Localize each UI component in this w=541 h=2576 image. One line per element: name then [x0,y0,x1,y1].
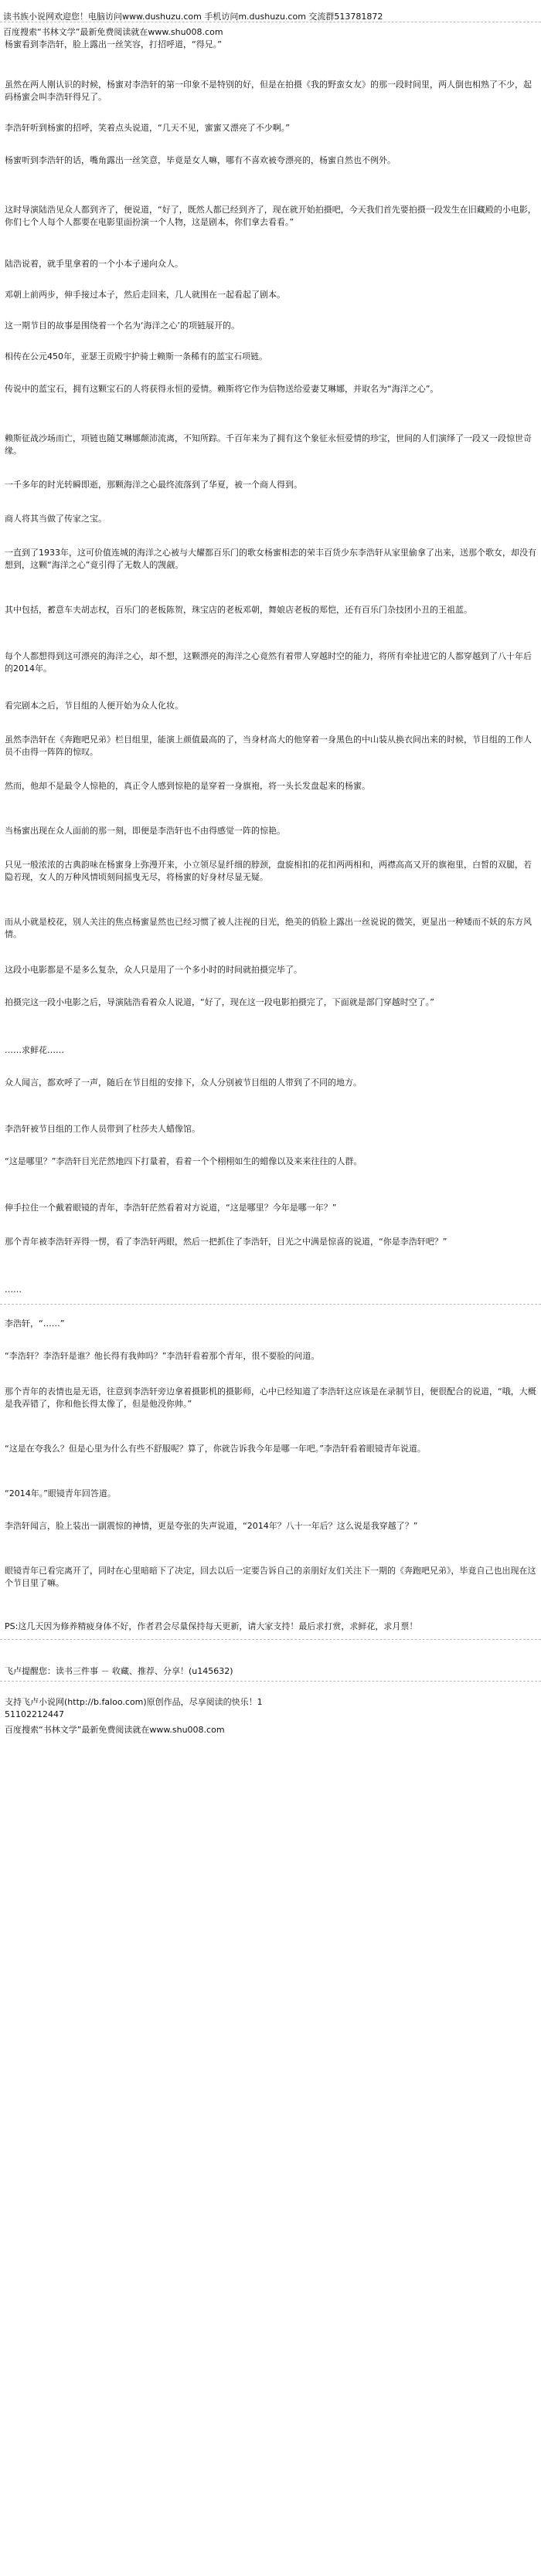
text-line: 一千多年的时光转瞬即逝，那颗海洋之心最终流落到了华夏，被一个商人得到。 [5,480,302,490]
text-line: ……求鲜花…… [5,1045,64,1055]
search-hint: 百度搜索“书林文学”最新免费阅读就在www.shu008.com [3,27,223,37]
text-line: 李浩轩听到杨蜜的招呼，笑着点头说道，“几天不见，蜜蜜又漂亮了不少啊。” [5,123,290,133]
text-line: 邓朝上前两步，伸手接过本子，然后走回来，几人就围在一起看起了剧本。 [5,290,285,300]
separator-line [0,1304,541,1305]
text-line: 眼镜青年已看完离开了，同时在心里暗暗下了决定，回去以后一定要告诉自己的亲朋好友们关注下一期的《奔跑吧兄弟》，毕竟自己也出现在这个节目里了嘛。 [5,1566,536,1588]
text-line: 飞卢提醒您：读书三件事 － 收藏、推荐、分享！(u145632) [5,1666,233,1676]
text-line: 李浩轩闻言，脸上装出一副震惊的神情，更是夸张的失声说道，“2014年？八十一年后？这么说是我穿越了？” [5,1521,418,1531]
text-line: …… [5,1285,22,1295]
text-line: 传说中的蓝宝石，拥有这颗宝石的人将获得永恒的爱情。赖斯将它作为信物送给爱妻艾琳娜，并取名为“海洋之心”。 [5,384,439,394]
site-banner: 读书族小说网欢迎您！电脑访问www.dushuzu.com 手机访问m.dushuzu.com 交流群513781872 [3,12,383,22]
separator-line [0,1639,541,1640]
text-line: 李浩轩，“……” [5,1319,65,1329]
text-line: 支持飞卢小说网(http://b.faloo.com)原创作品，尽享阅读的快乐！1 [5,1697,263,1707]
text-line: 一直到了1933年，这可价值连城的海洋之心被与大耀都百乐门的歌女杨蜜相恋的荣丰百货少东李浩轩从家里偷拿了出来，送那个歌女，却没有想到，这颗“海洋之心”竟引得了无数人的觊觎。 [5,548,536,570]
text-line: 看完剧本之后，节目组的人便开始为众人化妆。 [5,701,183,711]
text-line: 伸手拉住一个戴着眼镜的青年，李浩轩茫然看着对方说道，“这是哪里？今年是哪一年？” [5,1203,337,1213]
text-line: 那个青年被李浩轩弄得一愣，看了李浩轩两眼，然后一把抓住了李浩轩，目光之中满是惊喜的说道，“你是李浩轩吧？” [5,1237,447,1247]
text-line: 相传在公元450年，亚瑟王贡殿宇护骑士赖斯一条稀有的蓝宝石项链。 [5,351,267,361]
text-line: 然而，他却不是最令人惊艳的，真正令人感到惊艳的是穿着一身旗袍，将一头长发盘起来的杨蜜。 [5,781,370,791]
text-line: 这段小电影都是不是多么复杂，众人只是用了一个多小时的时间就拍摄完毕了。 [5,965,302,975]
text-line: 这时导演陆浩见众人都到齐了，便说道，“好了，既然人都已经到齐了，现在就开始拍摄吧，今天我们首先要拍摄一段发生在旧藏殿的小电影，你们七个人每个人都要在电影里面扮演一个人物，这是剧本，你们拿去看看。” [5,205,536,227]
text-line: 其中包括，蓄意车夫胡志权，百乐门的老板陈贺，珠宝店的老板邓朝，舞娘店老板的郑恺，还有百乐门杂技团小丑的王祖蓝。 [5,605,472,615]
text-line: 陆浩说着，就手里拿着的一个小本子递向众人。 [5,259,183,269]
text-line: 当杨蜜出现在众人面前的那一刻，即便是李浩轩也不由得感觉一阵的惊艳。 [5,826,285,836]
text-line: “这是哪里？”李浩轩目光茫然地四下打量着，看着一个个栩栩如生的蜡像以及来来往往的人群。 [5,1156,362,1166]
text-line: 虽然李浩轩在《奔跑吧兄弟》栏目组里，能演上颜值最高的了，当身材高大的他穿着一身黑色的中山装从换衣间出来的时候，节目组的工作人员不由得一阵阵的惊叹。 [5,735,532,757]
text-line: PS:这几天因为修养精疲身体不好，作者君会尽量保持每天更新，请大家支持！最后求打赏，求鲜花，求月票！ [5,1621,418,1631]
text-line: 虽然在两人刚认识的时候，杨蜜对李浩轩的第一印象不是特别的好，但是在拍摄《我的野蛮女友》的那一段时间里，两人倒也相熟了不少，起码杨蜜会叫李浩轩得兄了。 [5,80,532,102]
text-line: “这是在夸我么？但是心里为什么有些不舒服呢？算了，你就告诉我今年是哪一年吧。”李浩轩看着眼镜青年说道。 [5,1444,426,1454]
text-line: 李浩轩被节目组的工作人员带到了杜莎夫人蜡像馆。 [5,1124,200,1134]
text-line: “李浩轩？李浩轩是谁？他长得有我帅吗？”李浩轩看着那个青年，很不要脸的问道。 [5,1351,320,1361]
text-line: 51102212447 [5,1709,64,1719]
text-line: 而从小就是校花，别人关注的焦点杨蜜显然也已经习惯了被人注视的目光，绝美的俏脸上露出一丝说说的微笑，更显出一种矮而不妖的东方风情。 [5,917,532,939]
text-line: 百度搜索“书林文学”最新免费阅读就在www.shu008.com [5,1725,225,1735]
text-line: 这一期节目的故事是围绕着一个名为‘海洋之心’的项链展开的。 [5,321,240,331]
separator-line [0,1681,541,1682]
text-line: 那个青年的表情也是无语，往意到李浩轩旁边拿着摄影机的摄影师，心中已经知道了李浩轩这应该是在录制节目，便很配合的说道，“哦，大概是我弄错了，你和他长得太像了，但是他没你帅。” [5,1386,536,1409]
text-line: 每个人都想得到这可漂亮的海洋之心，却不想，这颗漂亮的海洋之心竟然有着带人穿越时空的能力，将所有牵扯进它的人都穿越到了八十年后的2014年。 [5,651,532,674]
text-line: 商人将其当做了传家之宝。 [5,514,107,524]
text-line: 众人闻言，都欢呼了一声，随后在节目组的安排下，众人分别被节目组的人带到了不同的地方。 [5,1078,362,1088]
text-line: 拍摄完这一段小电影之后，导演陆浩看着众人说道，“好了，现在这一段电影拍摄完了，下面就是部门穿越时空了。” [5,997,434,1007]
text-line [5,1645,539,1658]
text-line: 杨蜜听到李浩轩的话，嘴角露出一丝笑意，毕竟是女人嘛，哪有不喜欢被夸漂亮的，杨蜜自然也不例外。 [5,155,396,165]
text-line: 只见一般浓浓的古典韵味在杨蜜身上弥漫开来，小立领尽显纤细的脖颈，盘旋相扣的花扣两两相和，两襟高高又开的旗袍里，白皙的双腿，若隐若现，女人的万种风情顷刻间摇曳无尽，将杨蜜的好身材尽显无疑。 [5,860,532,882]
text-line: 杨蜜看到李浩轩，脸上露出一丝笑容，打招呼道，“得兄。” [5,39,222,49]
text-line: 赖斯征战沙场而亡，项链也随艾琳娜颠沛流离，不知所踪。千百年来为了拥有这个象征永恒爱情的珍宝，世间的人们演绎了一段又一段惊世奇缘。 [5,433,532,456]
text-line: “2014年。”眼镜青年回答道。 [5,1488,116,1498]
